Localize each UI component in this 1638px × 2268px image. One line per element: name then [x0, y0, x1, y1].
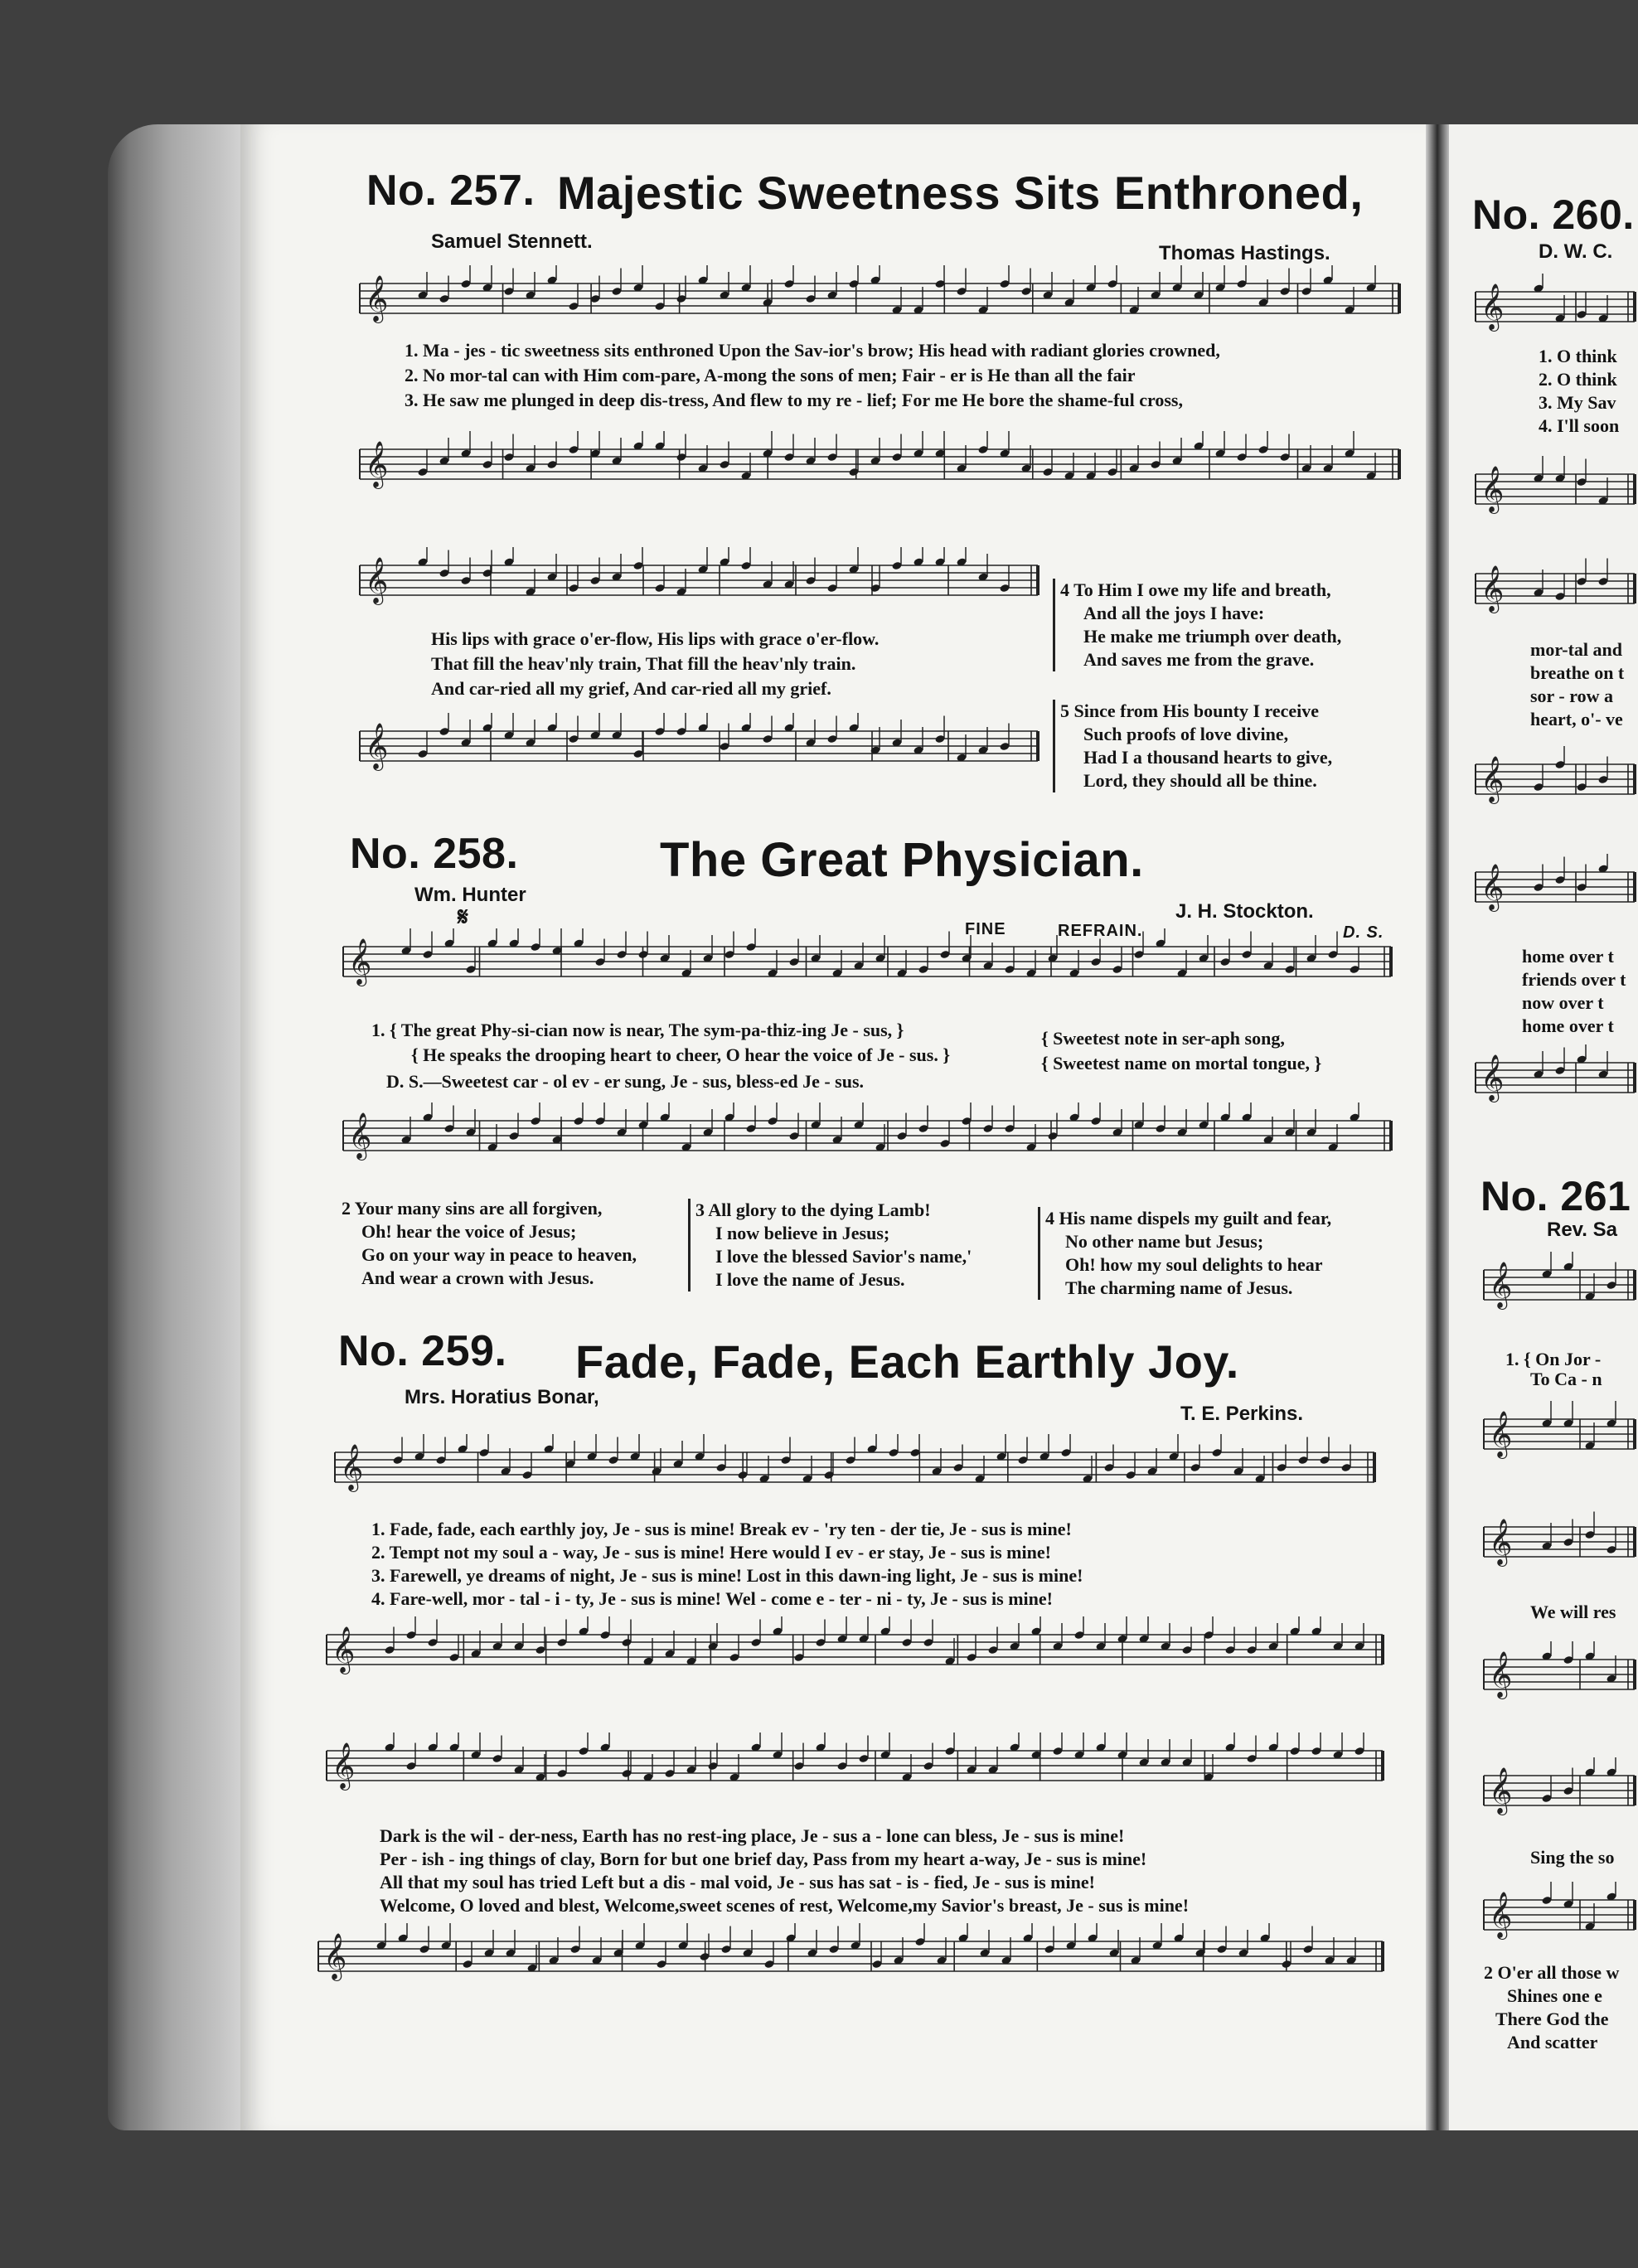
svg-text:𝄞: 𝄞 [1489, 1519, 1513, 1565]
lyric-line: 2. Tempt not my soul a - way, Je - sus is mine! Here would I ev - er stay, Je - sus is mine! [371, 1542, 1051, 1563]
lyric-line: Sing the so [1530, 1847, 1615, 1868]
music-staff [356, 713, 1041, 804]
hymn-number: No. 258. [350, 830, 519, 878]
svg-text:𝄞: 𝄞 [365, 275, 389, 322]
music-staff [1472, 1044, 1638, 1136]
lyric-line: 1. Ma - jes - tic sweetness sits enthroned Upon the Sav-ior's brow; His head with radiant glories crowned, [405, 340, 1220, 361]
music-staff [1472, 854, 1638, 945]
hymn-composer: Thomas Hastings. [1159, 242, 1330, 264]
svg-text:𝄞: 𝄞 [1480, 565, 1505, 612]
svg-text:𝄞: 𝄞 [340, 1444, 364, 1490]
hymn-author: D. W. C. [1539, 240, 1613, 263]
music-staff [340, 928, 1394, 1028]
lyric-block: 1. O think 2. O think 3. My Sav 4. I'll soon [1539, 346, 1620, 436]
music-staff [1472, 456, 1638, 547]
lyric-line: { He speaks the drooping heart to cheer, O hear the voice of Je - sus. } [411, 1044, 950, 1065]
music-staff [1480, 1401, 1638, 1492]
lyric-block: 1. { On Jor - To Ca - n [1505, 1349, 1602, 1389]
extra-stanza: 3 All glory to the dying Lamb! I now believe in Jesus; I love the blessed Savior's name,' I love the name of Jesus. [688, 1199, 972, 1292]
svg-text:𝄞: 𝄞 [332, 1626, 356, 1673]
extra-stanza: 2 Your many sins are all forgiven, Oh! hear the voice of Jesus; Go on your way in peace to heaven, And wear a crown with Jesus. [342, 1198, 637, 1288]
hymn-author: Mrs. Horatius Bonar, [405, 1386, 599, 1408]
music-staff [323, 1732, 1386, 1832]
svg-text:𝄞: 𝄞 [1480, 864, 1505, 910]
hymn-composer: T. E. Perkins. [1180, 1403, 1304, 1425]
hymn-composer: J. H. Stockton. [1175, 900, 1314, 923]
hymn-title: Majestic Sweetness Sits Enthroned, [557, 167, 1364, 219]
svg-text:𝄞: 𝄞 [1480, 756, 1505, 802]
hymn-number: No. 261 [1480, 1173, 1631, 1219]
lyric-block: home over t friends over t now over t home over t [1522, 946, 1626, 1036]
svg-text:𝄞: 𝄞 [1480, 1054, 1505, 1101]
hymn-title: Fade, Fade, Each Earthly Joy. [575, 1335, 1239, 1388]
lyric-line: 4. Fare-well, mor - tal - i - ty, Je - sus is mine! Wel - come e - ter - ni - ty, Je - sus is mine! [371, 1588, 1053, 1609]
music-staff [1480, 1641, 1638, 1732]
lyric-line: { Sweetest note in ser-aph song, [1041, 1028, 1285, 1049]
segno-mark: 𝄋 [458, 904, 469, 931]
hymn-number: No. 259. [338, 1327, 507, 1375]
book-page-edges [108, 124, 249, 2130]
music-staff [1472, 746, 1638, 837]
lyric-block: mor-tal and breathe on t sor - row a heart, o'- ve [1530, 639, 1625, 729]
lyric-line: Welcome, O loved and blest, Welcome,sweet scenes of rest, Welcome,my Savior's breast, Je - sus is mine! [380, 1895, 1190, 1916]
fine-mark: FINE [965, 920, 1006, 938]
svg-text:𝄞: 𝄞 [332, 1742, 356, 1789]
hymn-author: Rev. Sa [1547, 1219, 1617, 1241]
svg-text:𝄞: 𝄞 [365, 723, 389, 769]
extra-stanza: 4 His name dispels my guilt and fear, No other name but Jesus; Oh! how my soul delights to hear The charming name of Jesus. [1038, 1207, 1331, 1300]
lyric-line: His lips with grace o'er-flow, His lips with grace o'er-flow. [431, 628, 880, 649]
svg-text:𝄞: 𝄞 [1489, 1767, 1513, 1814]
lyric-line: 3. Farewell, ye dreams of night, Je - sus is mine! Lost in this dawn-ing light, Je - sus is mine! [371, 1565, 1083, 1586]
music-staff [315, 1923, 1386, 2023]
svg-text:𝄞: 𝄞 [365, 557, 389, 603]
hymn-author: Samuel Stennett. [431, 230, 593, 253]
music-staff [340, 1102, 1394, 1202]
music-staff [1480, 1252, 1638, 1343]
lyric-line: 2. No mor-tal can with Him com-pare, A-mong the sons of men; Fair - er is He than all the fair [405, 365, 1136, 385]
lyric-line: That fill the heav'nly train, That fill the heav'nly train. [431, 653, 856, 674]
lyric-line: All that my soul has tried Left but a dis - mal void, Je - sus has sat - is - fied, Je - sus is mine! [380, 1872, 1095, 1892]
svg-text:𝄞: 𝄞 [1489, 1262, 1513, 1308]
lyric-line: And car-ried all my grief, And car-ried all my grief. [431, 678, 831, 699]
extra-stanza: 5 Since from His bounty I receive Such proofs of love divine, Had I a thousand hearts to give, Lord, they should all be thine. [1053, 700, 1332, 792]
svg-text:𝄞: 𝄞 [365, 441, 389, 487]
svg-text:𝄞: 𝄞 [1489, 1651, 1513, 1698]
lyric-line: Per - ish - ing things of clay, Born for but one brief day, Pass from my heart a-way, Je - sus is mine! [380, 1849, 1147, 1869]
hymn-title: The Great Physician. [660, 833, 1144, 887]
lyric-line: We will res [1530, 1602, 1616, 1622]
music-staff [323, 1616, 1386, 1716]
music-staff [1480, 1757, 1638, 1849]
ds-mark: D. S. [1343, 923, 1384, 942]
lyric-line: { Sweetest name on mortal tongue, } [1041, 1053, 1322, 1073]
book-gutter [1426, 124, 1449, 2130]
svg-text:𝄞: 𝄞 [1480, 466, 1505, 512]
hymn-number: No. 257. [366, 167, 536, 215]
svg-text:𝄞: 𝄞 [323, 1933, 347, 1980]
extra-stanza: 4 To Him I owe my life and breath, And all the joys I have: He make me triumph over death, And saves me from the grave. [1053, 579, 1341, 671]
svg-text:𝄞: 𝄞 [1489, 1411, 1513, 1457]
music-staff [1480, 1882, 1638, 1965]
svg-text:𝄞: 𝄞 [1489, 1892, 1513, 1938]
svg-text:𝄞: 𝄞 [348, 938, 372, 985]
refrain-mark: REFRAIN. [1058, 922, 1143, 940]
hymn-author: Wm. Hunter [414, 884, 526, 906]
lyric-line: Dark is the wil - der-ness, Earth has no rest-ing place, Je - sus a - lone can bless, Je - sus is mine! [380, 1825, 1125, 1846]
lyric-line: 1. { The great Phy-si-cian now is near, The sym-pa-thiz-ing Je - sus, } [371, 1020, 904, 1040]
hymn-number: No. 260. [1472, 191, 1635, 238]
music-staff [1472, 555, 1638, 647]
lyric-line: 3. He saw me plunged in deep dis-tress, And flew to my re - lief; For me He bore the shame-ful cross, [405, 390, 1183, 410]
svg-text:𝄞: 𝄞 [1480, 284, 1505, 330]
svg-text:𝄞: 𝄞 [348, 1112, 372, 1159]
extra-stanza: 2 O'er all those w Shines one e There God the And scatter [1484, 1962, 1620, 2052]
music-staff [1480, 1509, 1638, 1600]
lyric-line: 1. Fade, fade, each earthly joy, Je - sus is mine! Break ev - 'ry ten - der tie, Je - sus is mine! [371, 1519, 1072, 1539]
lyric-line: D. S.—Sweetest car - ol ev - er sung, Je - sus, bless-ed Je - sus. [386, 1071, 865, 1092]
music-staff [356, 431, 1403, 531]
